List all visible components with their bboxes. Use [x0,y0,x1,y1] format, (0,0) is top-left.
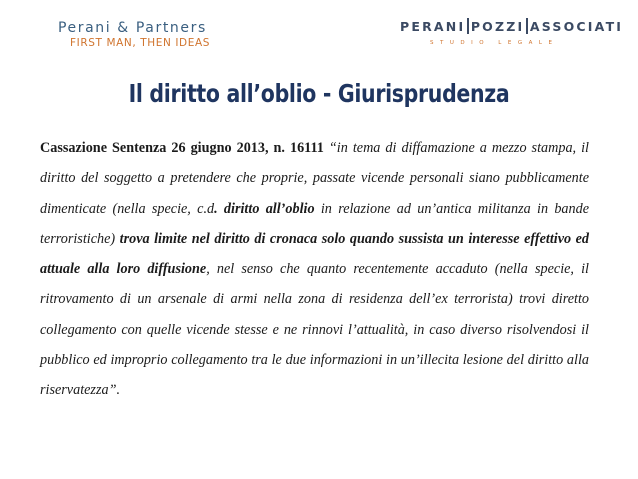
quote-part-2: in relazione ad un’antica militanza in bande terroristiche) [40,200,590,247]
logo-right-part3: ASSOCIATI [529,19,624,34]
quote-emphasis-oblio: . diritto all’oblio [214,200,315,217]
quote-part-1: “in tema di diffamazione a mezzo stampa, il diritto del soggetto a pretendere che proprie, passate vicende personali siano pubblicamente dimenticate (nella specie, c.d [40,140,589,217]
logo-right-part2: POZZI [470,19,525,34]
logo-left-tagline: FIRST MAN, THEN IDEAS [70,37,211,49]
logo-left-name: Perani & Partners [58,20,207,36]
perani-pozzi-associati-logo [400,18,624,46]
logo-right-name [400,18,624,34]
slide-title: Il diritto all’oblio - Giurisprudenza [128,79,510,108]
citation: Cassazione Sentenza 26 giugno 2013, n. 16111 [40,140,329,156]
body-paragraph [40,133,589,406]
perani-partners-logo [58,20,210,49]
quote-part-3: , nel senso che quanto recentemente accaduto (nella specie, il ritrovamento di un arsenale di armi nella zona di residenza dell’ex terrorista) trovi diretto collegamento con quelle vicende stesse e ne rinnovi l’attualità, in caso diverso risolvendosi il pubblico ed improprio collegamento tra le due informazioni in un’illecita lesione del diritto alla riservatezza”. [40,261,589,399]
logo-right-subtitle: STUDIO LEGALE [430,40,559,46]
quote-emphasis-limit: trova limite nel diritto di cronaca solo quando sussista un interesse effettivo ed attuale alla loro diffusione [40,230,589,278]
logo-separator [526,18,528,34]
logo-separator [467,18,469,34]
logo-right-part1: PERANI [400,19,466,34]
